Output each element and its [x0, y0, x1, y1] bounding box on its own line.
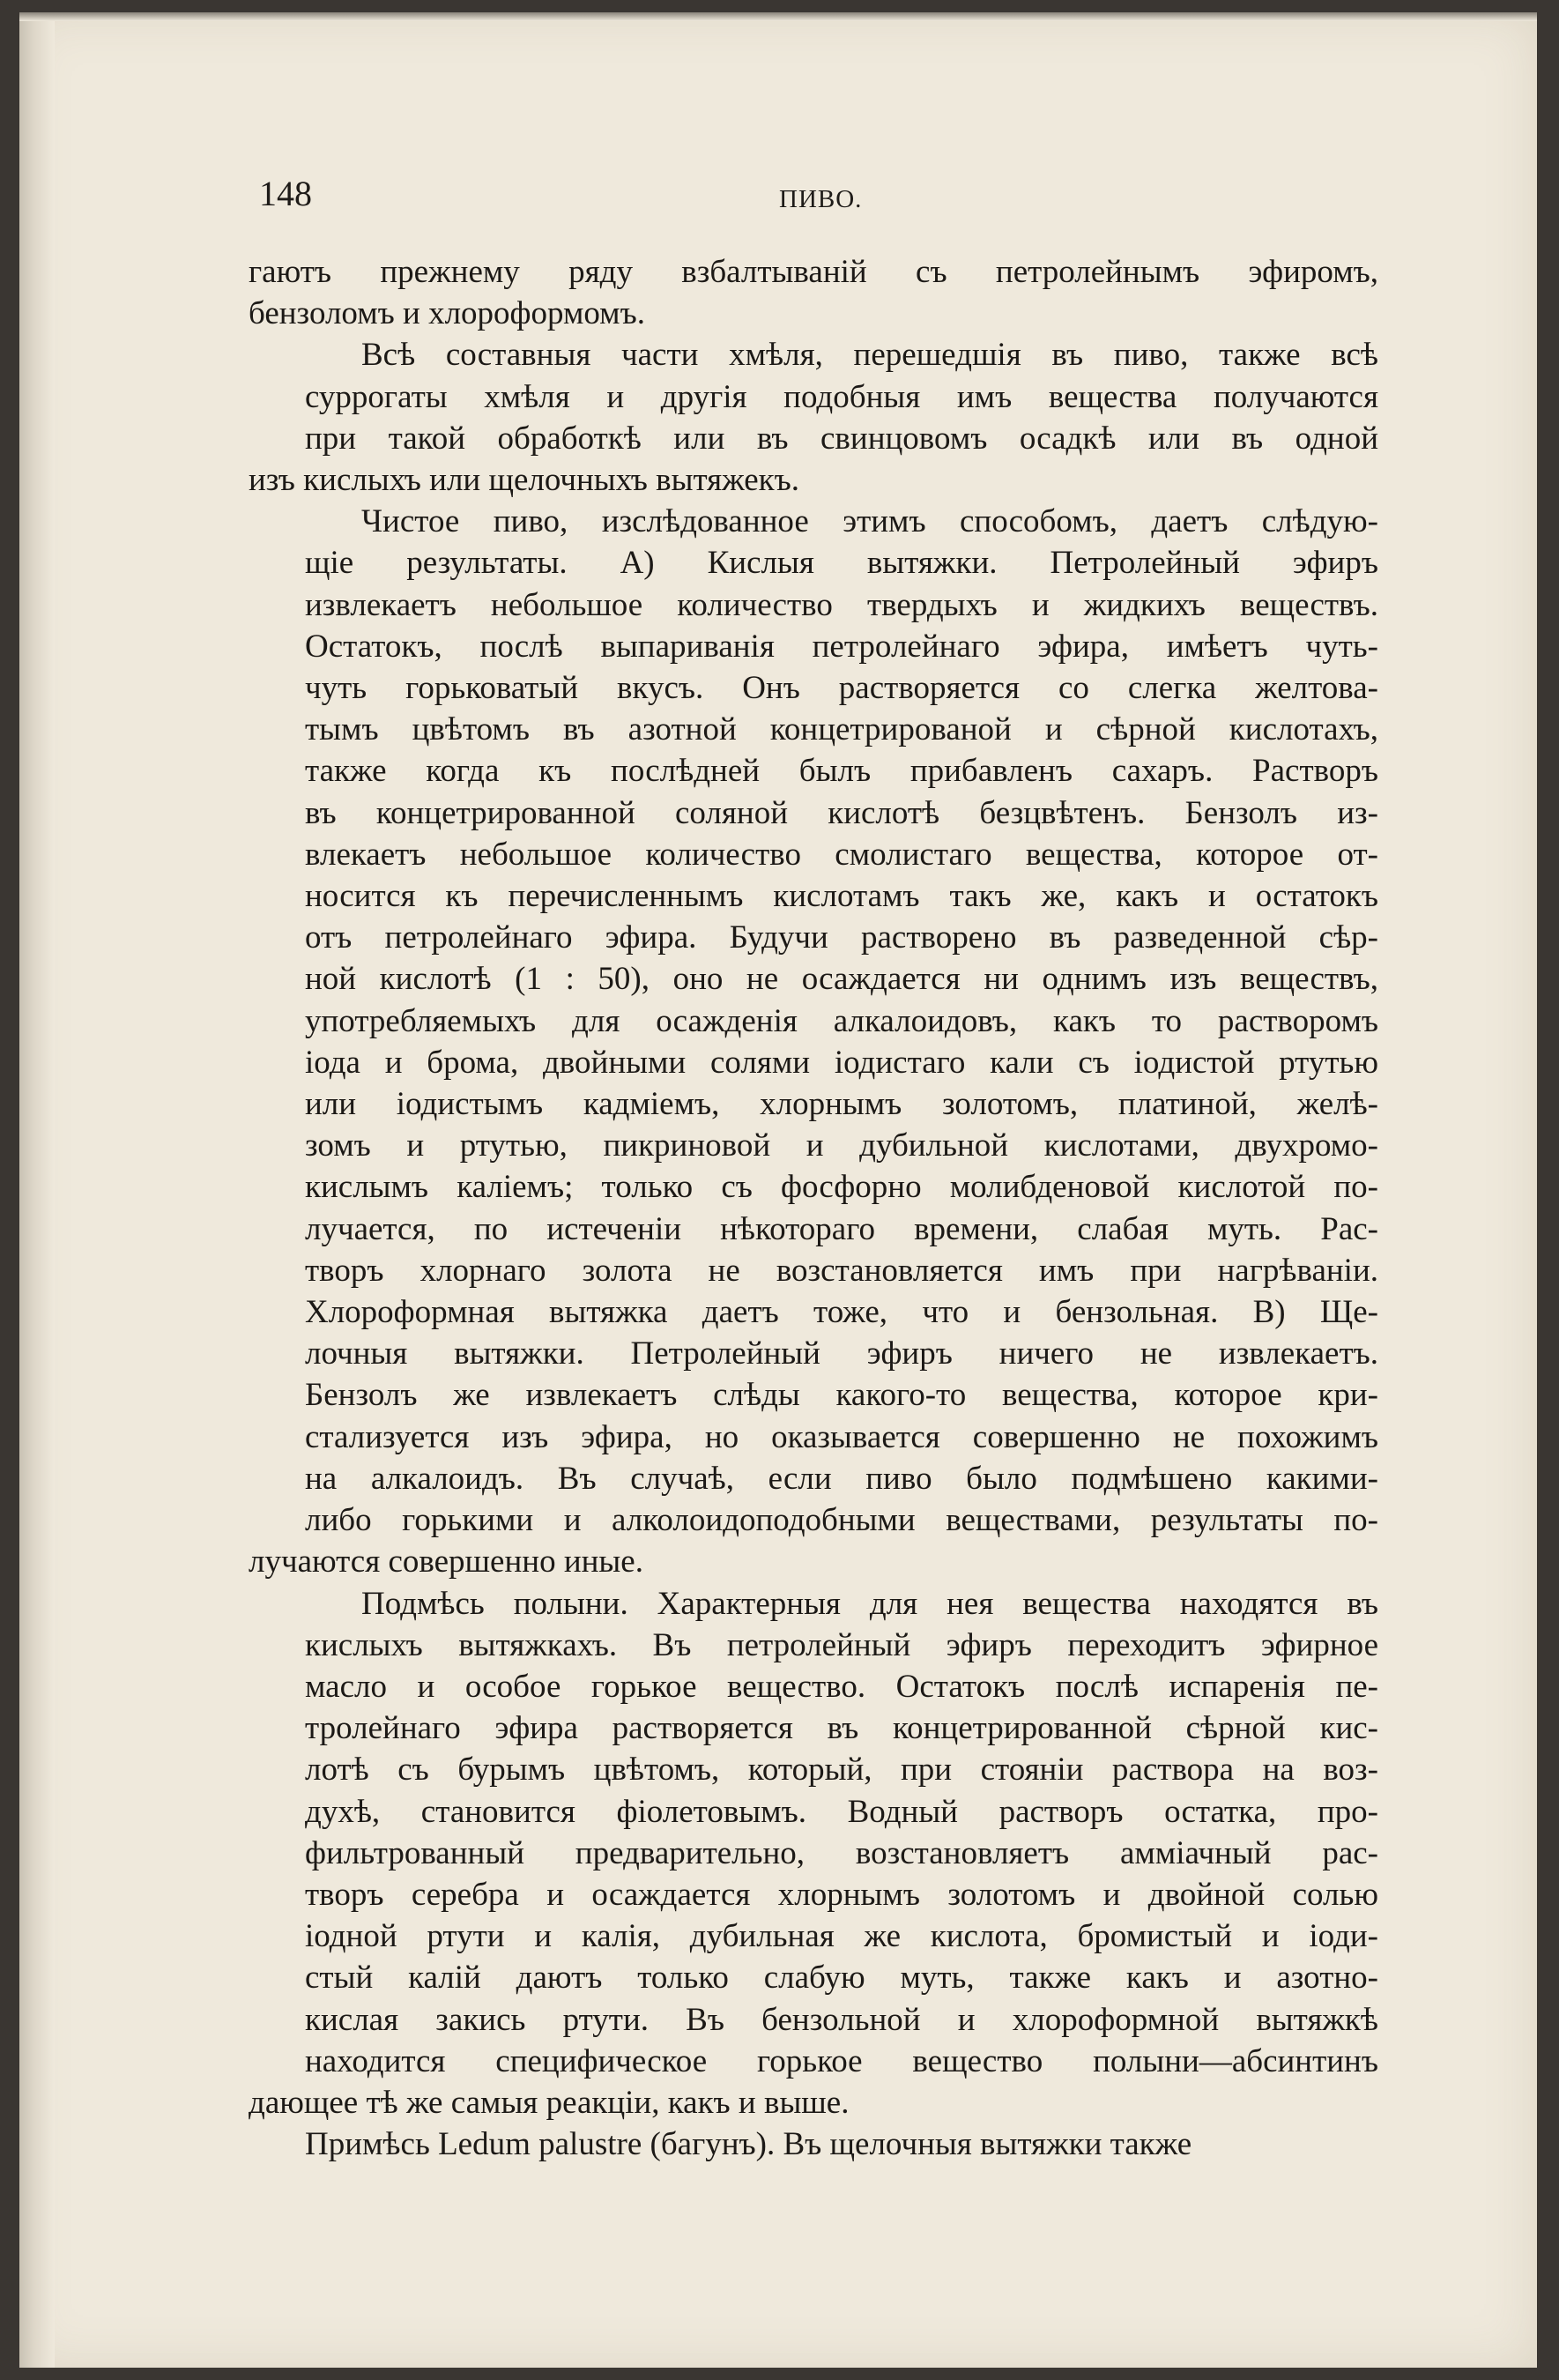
- page-number: 148: [259, 174, 312, 213]
- text-line: также когда къ послѣдней былъ прибавленъ сахаръ. Растворъ: [305, 753, 1378, 790]
- text-line: стализуется изъ эфира, но оказывается совершенно не похожимъ: [305, 1418, 1378, 1455]
- text-line: духѣ, становится фіолетовымъ. Водный растворъ остатка, про-: [305, 1793, 1378, 1830]
- text-line: отъ петролейнаго эфира. Будучи растворено въ разведенной сѣр-: [305, 919, 1378, 956]
- text-line: на алкалоидъ. Въ случаѣ, если пиво было подмѣшено какими-: [305, 1460, 1378, 1497]
- text-line: при такой обработкѣ или въ свинцовомъ осадкѣ или въ одной: [305, 420, 1378, 457]
- text-line: изъ кислыхъ или щелочныхъ вытяжекъ.: [249, 462, 800, 499]
- paragraph: [249, 501, 1378, 1582]
- paragraph: [249, 251, 1378, 334]
- text-line: въ концетрированной соляной кислотѣ безцвѣтенъ. Бензолъ из-: [305, 794, 1378, 831]
- text-line: чуть горьковатый вкусъ. Онъ растворяется со слегка желтова-: [305, 670, 1378, 707]
- text-line: Остатокъ, послѣ выпариванія петролейнаго эфира, имѣетъ чуть-: [305, 628, 1378, 665]
- text-line: Бензолъ же извлекаетъ слѣды какого-то вещества, которое кри-: [305, 1377, 1378, 1414]
- text-line: Всѣ составныя части хмѣля, перешедшія въ пиво, также всѣ: [361, 337, 1378, 374]
- text-line: іода и брома, двойными солями іодистаго кали съ іодистой ртутью: [305, 1044, 1378, 1081]
- text-line: тролейнаго эфира растворяется въ концетрированной сѣрной кис-: [305, 1710, 1378, 1747]
- text-line: Примѣсь Ledum palustre (багунъ). Въ щелочныя вытяжки также: [305, 2126, 1192, 2163]
- text-line: лучаются совершенно иные.: [249, 1543, 643, 1580]
- text-line: творъ хлорнаго золота не возстановляется имъ при нагрѣваніи.: [305, 1252, 1378, 1289]
- text-line: ной кислотѣ (1 : 50), оно не осаждается ни однимъ изъ веществъ,: [305, 961, 1378, 998]
- text-line: лочныя вытяжки. Петролейный эфиръ ничего не извлекаетъ.: [305, 1335, 1378, 1372]
- page-top-edge: [19, 12, 1537, 21]
- text-line: щіе результаты. А) Кислыя вытяжки. Петролейный эфиръ: [305, 545, 1378, 582]
- text-line: іодной ртути и калія, дубильная же кислота, бромистый и іоди-: [305, 1918, 1378, 1955]
- text-line: или іодистымъ кадміемъ, хлорнымъ золотомъ, платиной, желѣ-: [305, 1086, 1378, 1123]
- text-line: гаютъ прежнему ряду взбалтываній съ петролейнымъ эфиромъ,: [249, 254, 1378, 290]
- page-header: [259, 173, 1377, 226]
- text-line: лучается, по истеченіи нѣкотораго времени, слабая муть. Рас-: [305, 1210, 1378, 1247]
- text-line: кислая закись ртути. Въ бензольной и хлороформной вытяжкѣ: [305, 2001, 1378, 2038]
- text-line: фильтрованный предварительно, возстановляетъ амміачный рас-: [305, 1834, 1378, 1871]
- page-gutter-shadow: [19, 12, 55, 2368]
- text-line: зомъ и ртутью, пикриновой и дубильной кислотами, двухромо-: [305, 1127, 1378, 1164]
- text-line: творъ серебра и осаждается хлорнымъ золотомъ и двойной солью: [305, 1876, 1378, 1913]
- text-line: кислымъ каліемъ; только съ фосфорно молибденовой кислотой по-: [305, 1169, 1378, 1206]
- text-line: бензоломъ и хлороформомъ.: [249, 295, 645, 332]
- running-head: ПИВО.: [779, 185, 863, 213]
- paragraph: [249, 2123, 1378, 2165]
- text-line: употребляемыхъ для осажденія алкалоидовъ, какъ то растворомъ: [305, 1002, 1378, 1039]
- text-line: извлекаетъ небольшое количество твердыхъ и жидкихъ веществъ.: [305, 586, 1378, 623]
- text-line: носится къ перечисленнымъ кислотамъ такъ же, какъ и остатокъ: [305, 878, 1378, 915]
- text-line: стый калій даютъ только слабую муть, также какъ и азотно-: [305, 1960, 1378, 1997]
- paragraph: [249, 1583, 1378, 2124]
- text-line: влекаетъ небольшое количество смолистаго вещества, которое от-: [305, 836, 1378, 873]
- text-line: масло и особое горькое вещество. Остатокъ послѣ испаренія пе-: [305, 1668, 1378, 1705]
- body-text: [249, 251, 1378, 2165]
- text-line: тымъ цвѣтомъ въ азотной концетрированой и сѣрной кислотахъ,: [305, 711, 1378, 748]
- text-line: кислыхъ вытяжкахъ. Въ петролейный эфиръ переходитъ эфирное: [305, 1626, 1378, 1663]
- text-line: дающее тѣ же самыя реакціи, какъ и выше.: [249, 2084, 850, 2121]
- text-line: Подмѣсь полыни. Характерныя для нея вещества находятся въ: [361, 1585, 1378, 1622]
- text-line: Хлороформная вытяжка даетъ тоже, что и бензольная. В) Ще-: [305, 1294, 1378, 1331]
- text-line: находится специфическое горькое вещество полыни—абсинтинъ: [305, 2042, 1378, 2079]
- text-line: либо горькими и алколоидоподобными веществами, результаты по-: [305, 1502, 1378, 1539]
- paragraph: [249, 334, 1378, 501]
- text-line: лотѣ съ бурымъ цвѣтомъ, который, при стояніи раствора на воз-: [305, 1752, 1378, 1789]
- text-line: Чистое пиво, изслѣдованное этимъ способомъ, даетъ слѣдую-: [361, 503, 1378, 540]
- text-line: суррогаты хмѣля и другія подобныя имъ вещества получаются: [305, 378, 1378, 415]
